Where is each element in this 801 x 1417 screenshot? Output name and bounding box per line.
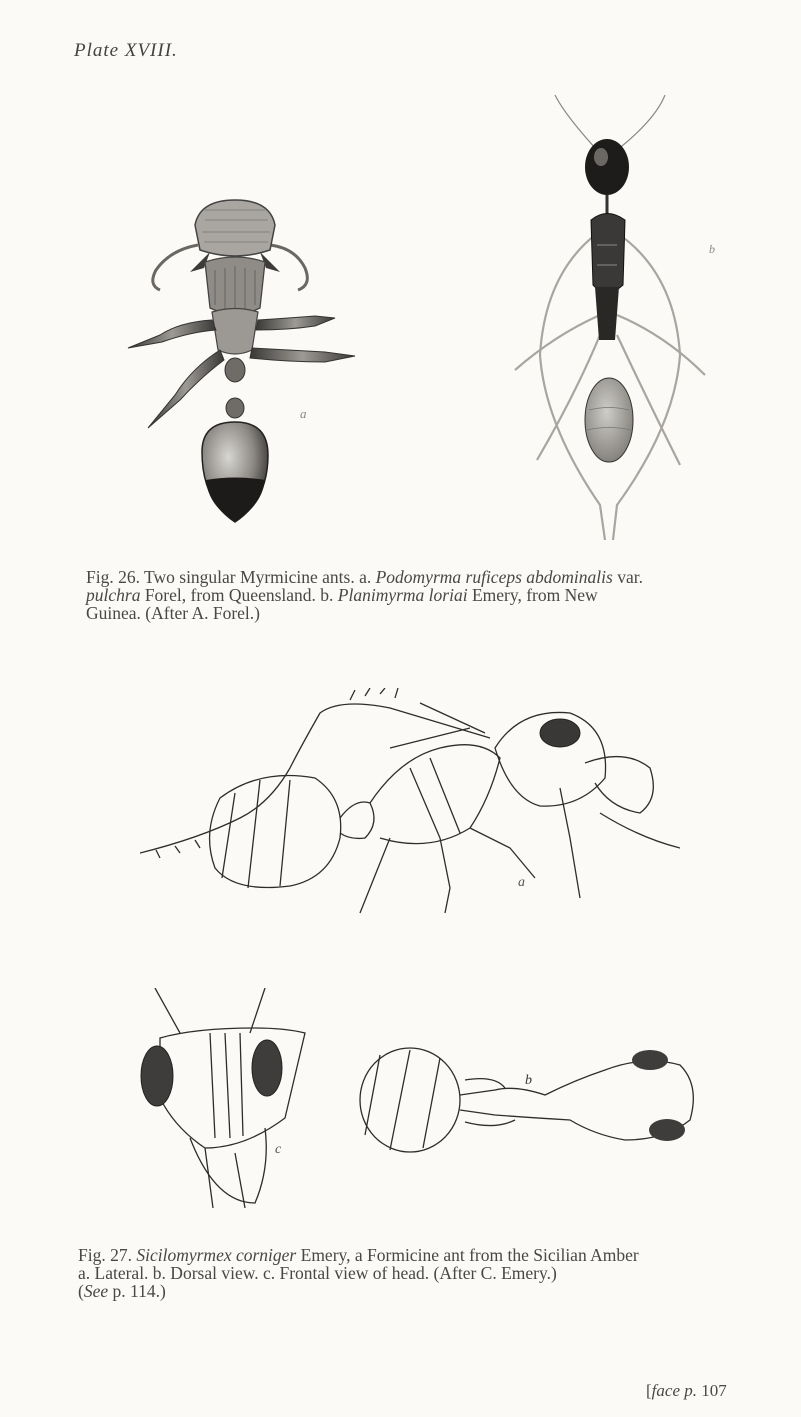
fig26-caption-species-a: Podomyrma ruficeps abdominalis: [375, 567, 613, 587]
fig26-caption-variety: pulchra: [86, 585, 141, 605]
fig27b-letter: b: [525, 1073, 532, 1088]
fig27-caption: Fig. 27. Sicilomyrmex corniger Emery, a Formicine ant from the Sicilian Amber a. Lateral. b. Dorsal view. c. Frontal view of head. (After C. Emery.) (See p. 114.): [78, 1245, 639, 1301]
fig26-caption-part: Forel, from Queensland. b.: [140, 585, 338, 605]
fig26a-letter: a: [300, 406, 307, 421]
fig27-caption-part: Fig. 27.: [78, 1245, 137, 1265]
face-bracket: [: [646, 1381, 652, 1400]
fig27b-dorsal-drawing: [355, 1040, 715, 1160]
fig27a-letter: a: [518, 875, 525, 890]
fig27a-lateral-drawing: [140, 688, 680, 918]
fig26-caption-part: var.: [612, 567, 643, 587]
fig27-caption-see: See: [83, 1281, 109, 1301]
fig26a-ant-illustration: [120, 190, 370, 530]
fig27c-frontal-drawing: [135, 988, 315, 1213]
face-label: face p.: [651, 1381, 697, 1400]
fig26-caption-part: Fig. 26. Two singular Myrmicine ants. a.: [86, 567, 376, 587]
fig26-caption-species-b: Planimyrma loriai: [337, 585, 468, 605]
fig26-caption-part: Guinea. (After A. Forel.): [86, 603, 260, 623]
fig26-caption-part: Emery, from New: [467, 585, 598, 605]
fig26b-letter: b: [709, 242, 715, 256]
plate-label: Plate XVIII.: [74, 40, 178, 61]
fig27-caption-part: a. Lateral. b. Dorsal view. c. Frontal view of head. (After C. Emery.): [78, 1263, 557, 1283]
fig26-caption: [86, 568, 776, 622]
fig27-caption-part: p. 114.): [108, 1281, 166, 1301]
fig27c-letter: c: [275, 1142, 282, 1157]
face-page-number: 107: [697, 1381, 727, 1400]
facing-page-note: [646, 1381, 727, 1401]
fig26b-ant-illustration: [505, 95, 720, 550]
fig27-caption-part: Emery, a Formicine ant from the Sicilian Amber: [296, 1245, 639, 1265]
fig27-caption-species: Sicilomyrmex corniger: [136, 1245, 297, 1265]
